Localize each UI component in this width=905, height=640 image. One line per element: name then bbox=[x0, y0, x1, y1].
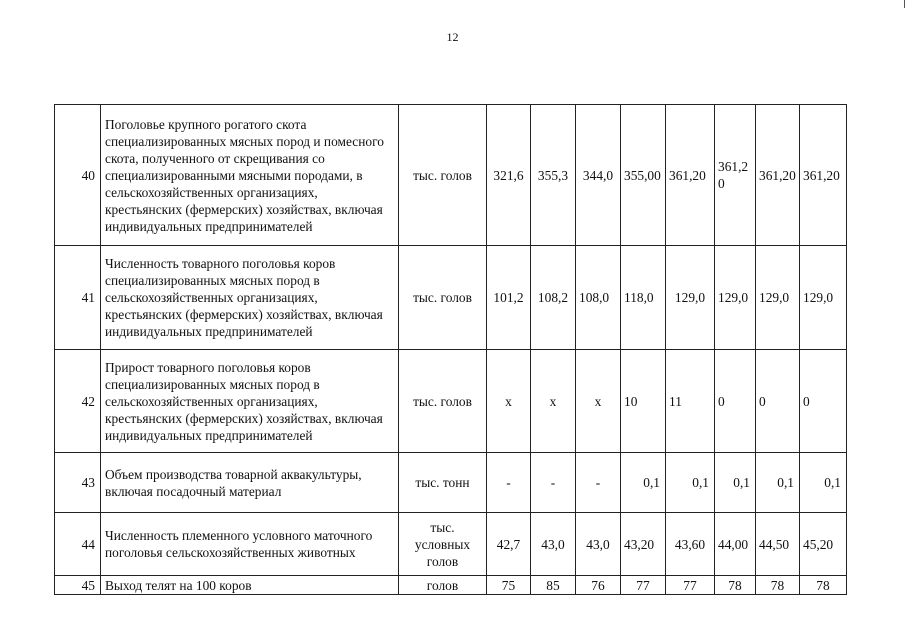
value-cell: 76 bbox=[576, 576, 621, 595]
row-number: 44 bbox=[55, 513, 101, 576]
value-cell: 129,0 bbox=[800, 246, 847, 350]
row-number: 41 bbox=[55, 246, 101, 350]
value-cell: 361,20 bbox=[715, 105, 756, 246]
value-cell: 75 bbox=[487, 576, 531, 595]
value-cell: 11 bbox=[666, 350, 715, 453]
value-cell: 129,0 bbox=[715, 246, 756, 350]
indicators-table bbox=[54, 104, 847, 595]
value-cell: x bbox=[576, 350, 621, 453]
value-cell: 0,1 bbox=[756, 453, 800, 513]
value-cell: 355,00 bbox=[621, 105, 666, 246]
table-row bbox=[55, 513, 847, 576]
row-number: 42 bbox=[55, 350, 101, 453]
value-cell: x bbox=[531, 350, 576, 453]
value-cell: 78 bbox=[715, 576, 756, 595]
value-cell: 42,7 bbox=[487, 513, 531, 576]
value-cell: 101,2 bbox=[487, 246, 531, 350]
value-cell: x bbox=[487, 350, 531, 453]
row-number: 40 bbox=[55, 105, 101, 246]
unit-cell: тыс. голов bbox=[399, 105, 487, 246]
unit-cell: голов bbox=[399, 576, 487, 595]
value-cell: 77 bbox=[666, 576, 715, 595]
value-cell: 44,00 bbox=[715, 513, 756, 576]
value-cell: 108,2 bbox=[531, 246, 576, 350]
indicator-name: Прирост товарного поголовья коров специализированных мясных пород в сельскохозяйственных организациях, крестьянских (фермерских) хозяйствах, включая индивидуальных предпринимателей bbox=[101, 350, 399, 453]
value-cell: 129,0 bbox=[756, 246, 800, 350]
table-row bbox=[55, 105, 847, 246]
value-cell: 43,0 bbox=[531, 513, 576, 576]
value-cell: 361,20 bbox=[666, 105, 715, 246]
value-cell: 0,1 bbox=[800, 453, 847, 513]
value-cell: 321,6 bbox=[487, 105, 531, 246]
value-cell: 0 bbox=[800, 350, 847, 453]
row-number: 43 bbox=[55, 453, 101, 513]
value-cell: 0,1 bbox=[715, 453, 756, 513]
value-cell: - bbox=[531, 453, 576, 513]
value-cell: 344,0 bbox=[576, 105, 621, 246]
value-cell: 0 bbox=[715, 350, 756, 453]
indicator-name: Объем производства товарной аквакультуры, включая посадочный материал bbox=[101, 453, 399, 513]
value-cell: 361,20 bbox=[756, 105, 800, 246]
value-cell: 0,1 bbox=[621, 453, 666, 513]
unit-cell: тыс. условных голов bbox=[399, 513, 487, 576]
row-number: 45 bbox=[55, 576, 101, 595]
value-cell: 118,0 bbox=[621, 246, 666, 350]
table-row bbox=[55, 453, 847, 513]
value-cell: 77 bbox=[621, 576, 666, 595]
value-cell: 355,3 bbox=[531, 105, 576, 246]
value-cell: 10 bbox=[621, 350, 666, 453]
value-cell: 78 bbox=[800, 576, 847, 595]
value-cell: 85 bbox=[531, 576, 576, 595]
value-cell: 45,20 bbox=[800, 513, 847, 576]
page-number: 12 bbox=[446, 30, 459, 44]
value-cell: 0 bbox=[756, 350, 800, 453]
indicator-name: Численность племенного условного маточного поголовья сельскохозяйственных животных bbox=[101, 513, 399, 576]
table-row bbox=[55, 350, 847, 453]
value-cell: 43,60 bbox=[666, 513, 715, 576]
value-cell: - bbox=[576, 453, 621, 513]
unit-cell: тыс. голов bbox=[399, 246, 487, 350]
unit-cell: тыс. голов bbox=[399, 350, 487, 453]
value-cell: - bbox=[487, 453, 531, 513]
value-cell: 108,0 bbox=[576, 246, 621, 350]
value-cell: 0,1 bbox=[666, 453, 715, 513]
indicator-name: Численность товарного поголовья коров специализированных мясных пород в сельскохозяйственных организациях, крестьянских (фермерских) хозяйствах, включая индивидуальных предпринимателей bbox=[101, 246, 399, 350]
indicator-name: Выход телят на 100 коров bbox=[101, 576, 399, 595]
table-row bbox=[55, 246, 847, 350]
value-cell: 44,50 bbox=[756, 513, 800, 576]
value-cell: 129,0 bbox=[666, 246, 715, 350]
indicator-name: Поголовье крупного рогатого скота специализированных мясных пород и помесного скота, полученного от скрещивания со специализированными мясными породами, в сельскохозяйственных организациях, крестьянских (фермерских) хозяйствах, включая индивидуальных предпринимателей bbox=[101, 105, 399, 246]
value-cell: 361,20 bbox=[800, 105, 847, 246]
table-row bbox=[55, 576, 847, 595]
value-cell: 43,0 bbox=[576, 513, 621, 576]
value-cell: 78 bbox=[756, 576, 800, 595]
value-cell: 43,20 bbox=[621, 513, 666, 576]
unit-cell: тыс. тонн bbox=[399, 453, 487, 513]
